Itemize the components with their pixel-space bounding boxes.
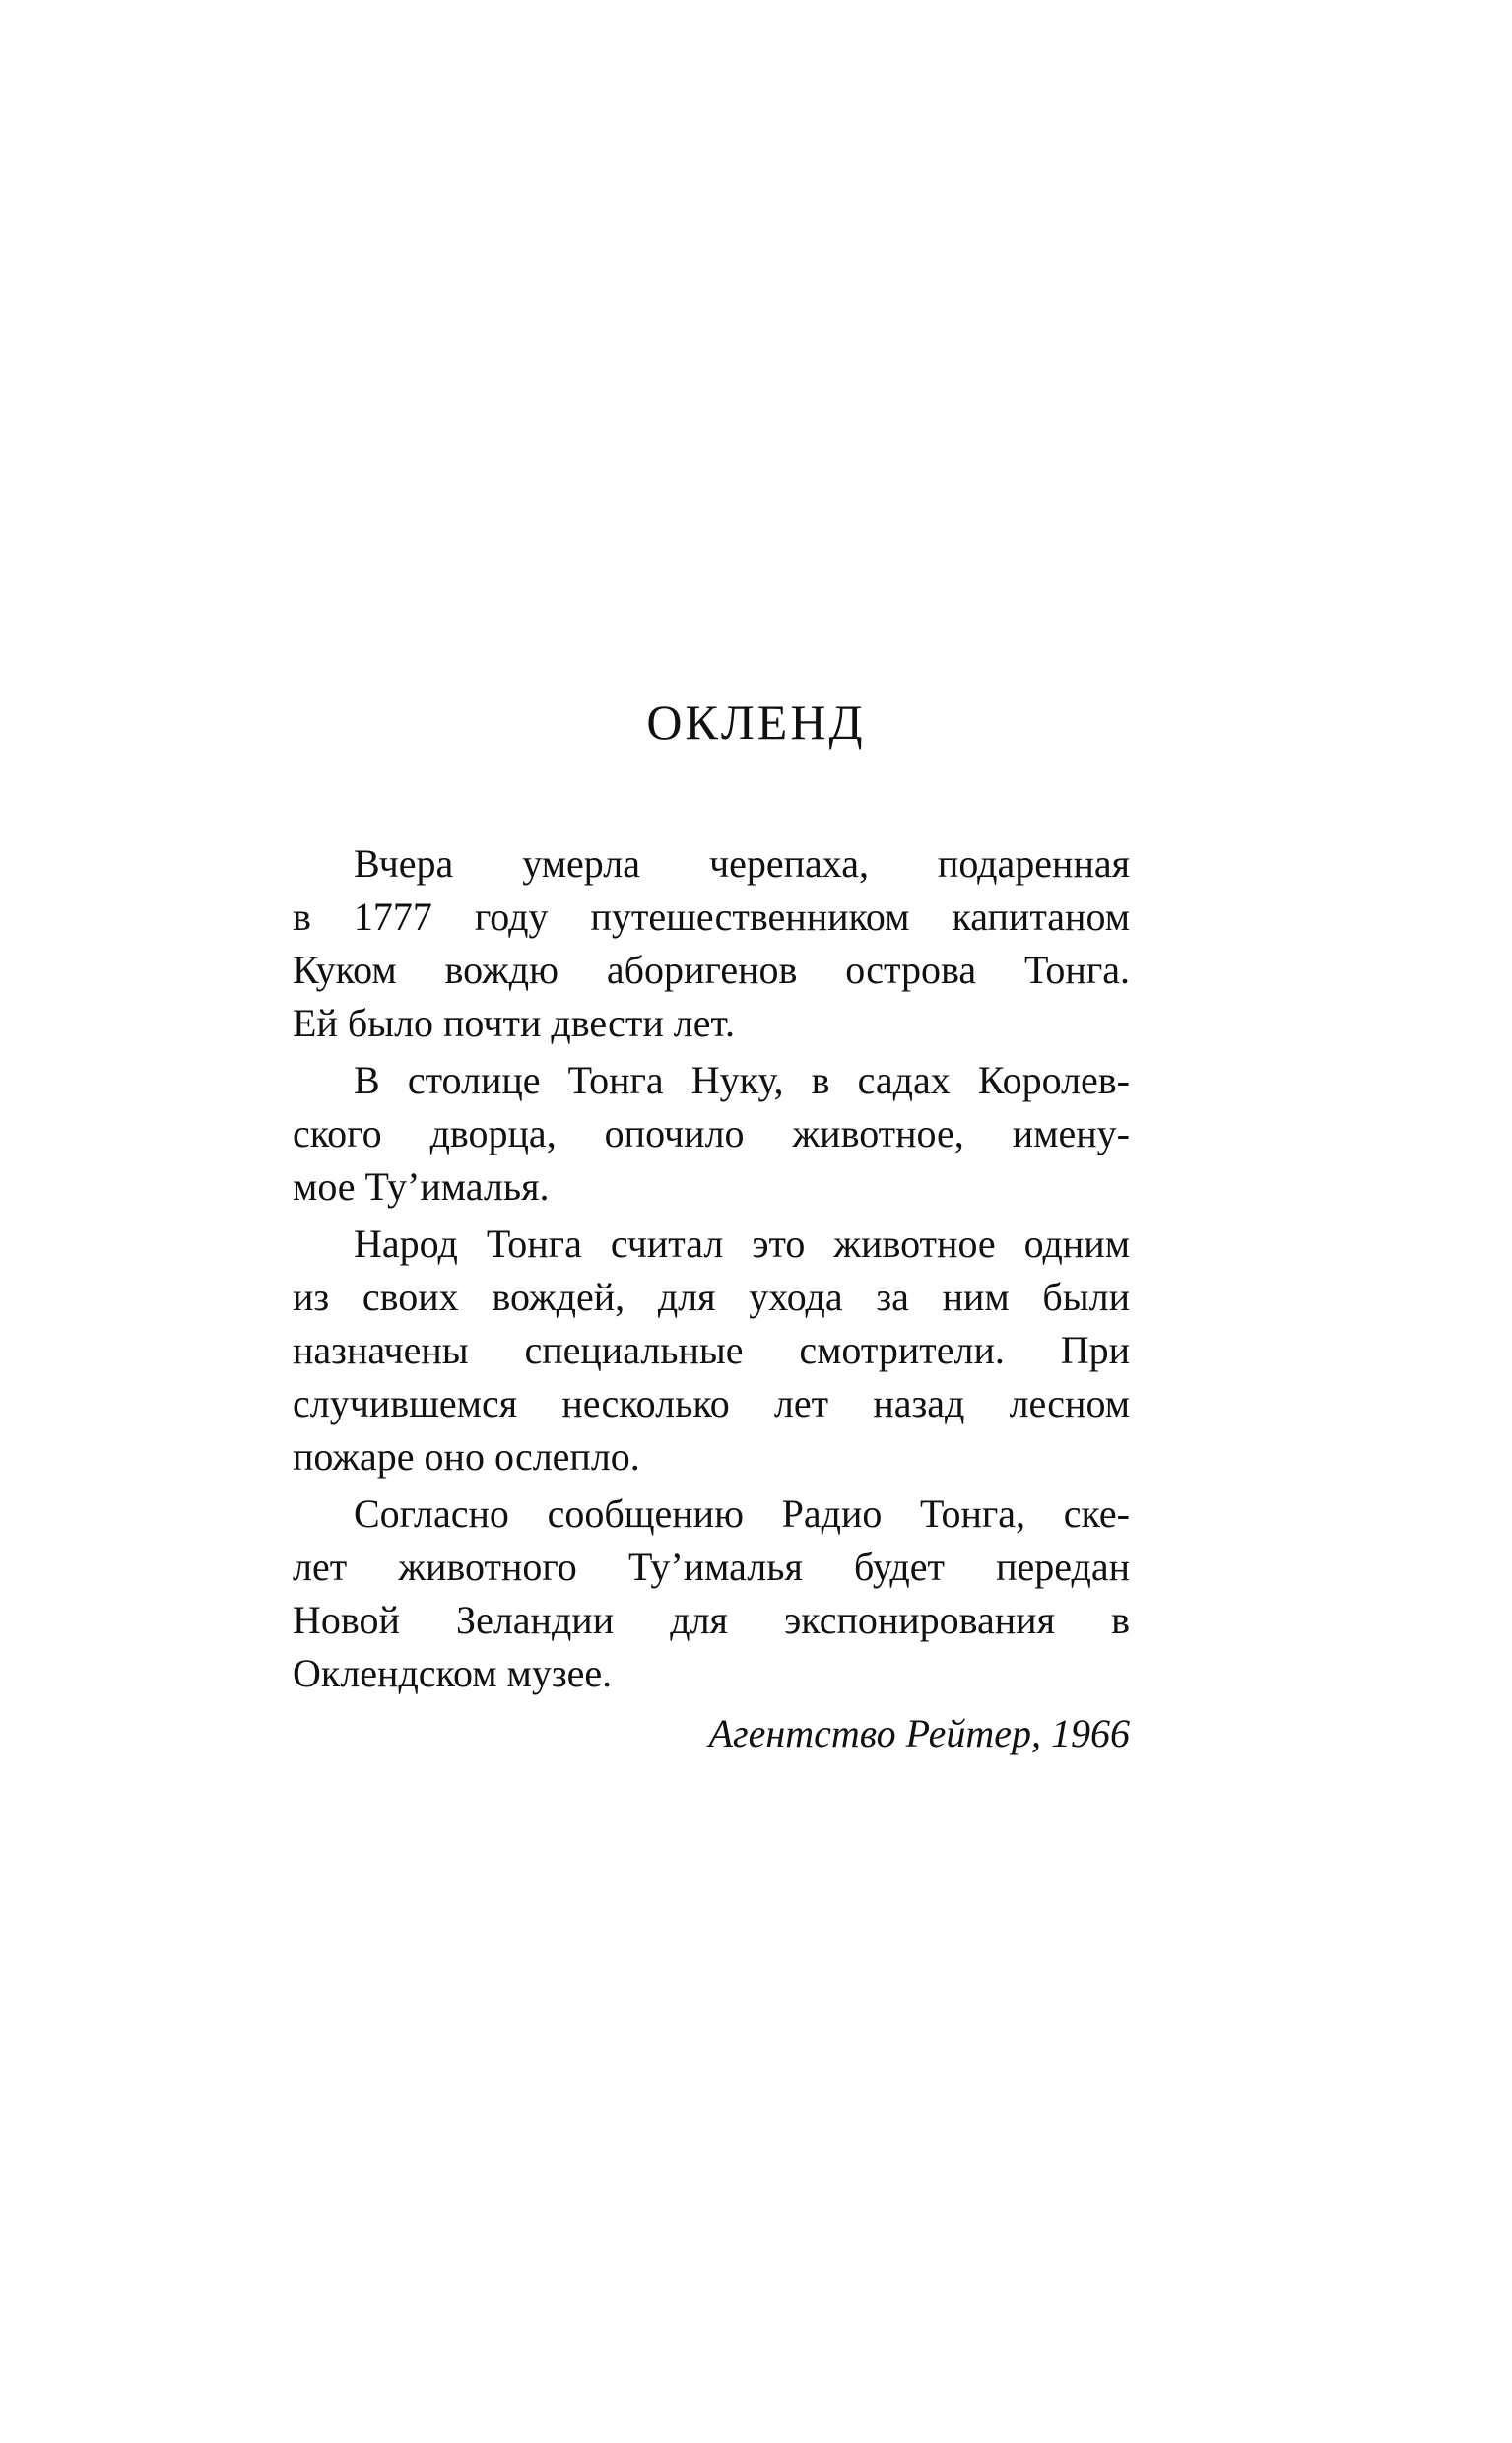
paragraph-4 bbox=[293, 1487, 1130, 1700]
paragraph-1 bbox=[293, 837, 1130, 1050]
text-line: В столице Тонга Нуку, в садах Королев- bbox=[354, 1058, 1130, 1102]
text-line: случившемся несколько лет назад лесном bbox=[293, 1381, 1130, 1425]
text-line: в 1777 году путешественником капитаном bbox=[293, 894, 1130, 939]
text-line: Куком вождю аборигенов острова Тонга. bbox=[293, 948, 1130, 992]
text-line: Народ Тонга считал это животное одним bbox=[354, 1222, 1130, 1266]
paragraph-2 bbox=[293, 1054, 1130, 1214]
paragraph-3 bbox=[293, 1218, 1130, 1484]
chapter-title: ОКЛЕНД bbox=[646, 694, 866, 750]
text-line: Новой Зеландии для экспонирования в bbox=[293, 1598, 1130, 1642]
text-line: Согласно сообщению Радио Тонга, ске- bbox=[354, 1491, 1130, 1536]
text-line: назначены специальные смотрители. При bbox=[293, 1328, 1130, 1372]
text-line: лет животного Ту’ималья будет передан bbox=[293, 1545, 1130, 1589]
text-line: Ей было почти двести лет. bbox=[293, 1001, 735, 1045]
body-text bbox=[293, 837, 1130, 1700]
text-line: пожаре оно ослепло. bbox=[293, 1434, 640, 1479]
text-line: из своих вождей, для ухода за ним были bbox=[293, 1275, 1130, 1319]
source-attribution: Агентство Рейтер, 1966 bbox=[708, 1711, 1130, 1755]
text-line: Вчера умерла черепаха, подаренная bbox=[354, 841, 1130, 886]
text-line: мое Ту’ималья. bbox=[293, 1164, 550, 1209]
text-line: ского дворца, опочило животное, имену- bbox=[293, 1111, 1130, 1155]
text-line: Оклендском музее. bbox=[293, 1651, 613, 1695]
